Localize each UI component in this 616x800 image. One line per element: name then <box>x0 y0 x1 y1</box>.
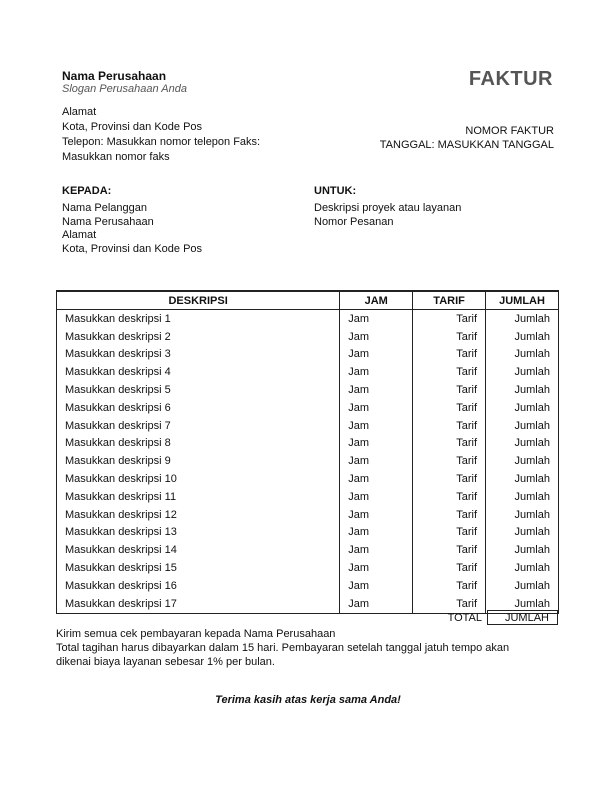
bill-to-details <box>62 202 202 256</box>
row-amount: Jumlah <box>486 435 559 453</box>
row-hours: Jam <box>340 488 413 506</box>
row-hours: Jam <box>340 559 413 577</box>
table-row <box>57 577 559 595</box>
table-row <box>57 595 559 613</box>
row-description: Masukkan deskripsi 14 <box>57 541 340 559</box>
row-rate: Tarif <box>413 435 486 453</box>
for-label: UNTUK: <box>314 185 357 197</box>
row-description: Masukkan deskripsi 17 <box>57 595 340 613</box>
notes-line: dikenai biaya layanan sebesar 1% per bulan. <box>56 656 275 668</box>
row-hours: Jam <box>340 346 413 364</box>
row-description: Masukkan deskripsi 2 <box>57 328 340 346</box>
row-rate: Tarif <box>413 452 486 470</box>
row-description: Masukkan deskripsi 4 <box>57 363 340 381</box>
row-rate: Tarif <box>413 524 486 542</box>
bill-to-line: Nama Perusahaan <box>62 215 154 228</box>
column-header-amount: JUMLAH <box>486 291 559 310</box>
row-hours: Jam <box>340 541 413 559</box>
row-description: Masukkan deskripsi 6 <box>57 399 340 417</box>
table-row <box>57 470 559 488</box>
address-line: Masukkan nomor faks <box>62 151 170 163</box>
row-rate: Tarif <box>413 488 486 506</box>
bill-to-line: Nama Pelanggan <box>62 202 148 214</box>
payment-notes <box>56 627 556 669</box>
for-line: Deskripsi proyek atau layanan <box>314 202 462 214</box>
row-hours: Jam <box>340 381 413 399</box>
table-row <box>57 417 559 435</box>
table-row <box>57 399 559 417</box>
table-row <box>57 346 559 364</box>
row-hours: Jam <box>340 524 413 542</box>
for-line: Nomor Pesanan <box>314 215 394 228</box>
row-description: Masukkan deskripsi 9 <box>57 452 340 470</box>
table-row <box>57 363 559 381</box>
row-amount: Jumlah <box>486 399 559 417</box>
row-hours: Jam <box>340 595 413 613</box>
row-hours: Jam <box>340 470 413 488</box>
company-slogan: Slogan Perusahaan Anda <box>62 83 187 95</box>
row-hours: Jam <box>340 577 413 595</box>
bill-to-label: KEPADA: <box>62 185 112 197</box>
table-row <box>57 381 559 399</box>
row-amount: Jumlah <box>486 310 559 328</box>
row-rate: Tarif <box>413 363 486 381</box>
row-rate: Tarif <box>413 595 486 613</box>
row-description: Masukkan deskripsi 13 <box>57 524 340 542</box>
invoice-items-table <box>56 290 559 614</box>
document-title: FAKTUR <box>468 68 553 90</box>
address-line: Alamat <box>62 106 97 118</box>
row-hours: Jam <box>340 363 413 381</box>
thank-you-message: Terima kasih atas kerja sama Anda! <box>215 694 401 706</box>
row-amount: Jumlah <box>486 559 559 577</box>
row-rate: Tarif <box>413 577 486 595</box>
company-name: Nama Perusahaan <box>62 69 167 83</box>
row-description: Masukkan deskripsi 8 <box>57 435 340 453</box>
row-amount: Jumlah <box>486 363 559 381</box>
row-amount: Jumlah <box>486 506 559 524</box>
bill-to-line: Kota, Provinsi dan Kode Pos <box>62 242 203 255</box>
row-description: Masukkan deskripsi 7 <box>57 417 340 435</box>
row-hours: Jam <box>340 435 413 453</box>
table-row <box>57 506 559 524</box>
row-hours: Jam <box>340 452 413 470</box>
row-rate: Tarif <box>413 381 486 399</box>
row-rate: Tarif <box>413 310 486 328</box>
row-rate: Tarif <box>413 470 486 488</box>
row-amount: Jumlah <box>486 417 559 435</box>
table-header-row <box>57 291 559 310</box>
table-row <box>57 310 559 328</box>
row-description: Masukkan deskripsi 3 <box>57 346 340 364</box>
row-rate: Tarif <box>413 541 486 559</box>
row-rate: Tarif <box>413 346 486 364</box>
total-label: TOTAL <box>447 612 482 624</box>
row-description: Masukkan deskripsi 11 <box>57 488 340 506</box>
company-address <box>62 105 260 165</box>
row-description: Masukkan deskripsi 16 <box>57 577 340 595</box>
invoice-number-label: NOMOR FAKTUR <box>465 125 554 137</box>
row-rate: Tarif <box>413 399 486 417</box>
row-rate: Tarif <box>413 328 486 346</box>
row-hours: Jam <box>340 506 413 524</box>
table-row <box>57 488 559 506</box>
invoice-meta <box>380 124 554 152</box>
row-amount: Jumlah <box>486 541 559 559</box>
table-row <box>57 435 559 453</box>
address-line: Telepon: Masukkan nomor telepon Faks: <box>62 136 261 148</box>
row-description: Masukkan deskripsi 10 <box>57 470 340 488</box>
table-row <box>57 328 559 346</box>
row-rate: Tarif <box>413 417 486 435</box>
table-row <box>57 524 559 542</box>
bill-to-line: Alamat <box>62 229 97 241</box>
row-description: Masukkan deskripsi 15 <box>57 559 340 577</box>
row-rate: Tarif <box>413 506 486 524</box>
column-header-description: DESKRIPSI <box>57 291 340 310</box>
row-description: Masukkan deskripsi 1 <box>57 310 340 328</box>
row-hours: Jam <box>340 417 413 435</box>
notes-line: Total tagihan harus dibayarkan dalam 15 hari. Pembayaran setelah tanggal jatuh tempo akan <box>56 642 510 654</box>
row-amount: Jumlah <box>486 346 559 364</box>
column-header-rate: TARIF <box>413 291 486 310</box>
column-header-hours: JAM <box>340 291 413 310</box>
row-amount: Jumlah <box>486 452 559 470</box>
row-hours: Jam <box>340 328 413 346</box>
row-rate: Tarif <box>413 559 486 577</box>
for-details <box>314 202 461 229</box>
row-amount: Jumlah <box>486 577 559 595</box>
invoice-date-label: TANGGAL: MASUKKAN TANGGAL <box>379 139 554 151</box>
address-line: Kota, Provinsi dan Kode Pos <box>62 121 203 133</box>
table-row <box>57 452 559 470</box>
total-value: JUMLAH <box>487 610 558 625</box>
table-row <box>57 559 559 577</box>
notes-line: Kirim semua cek pembayaran kepada Nama Perusahaan <box>56 628 336 640</box>
row-description: Masukkan deskripsi 12 <box>57 506 340 524</box>
row-amount: Jumlah <box>486 595 559 613</box>
row-amount: Jumlah <box>486 470 559 488</box>
row-amount: Jumlah <box>486 381 559 399</box>
row-hours: Jam <box>340 399 413 417</box>
row-description: Masukkan deskripsi 5 <box>57 381 340 399</box>
row-hours: Jam <box>340 310 413 328</box>
row-amount: Jumlah <box>486 524 559 542</box>
row-amount: Jumlah <box>486 328 559 346</box>
row-amount: Jumlah <box>486 488 559 506</box>
table-row <box>57 541 559 559</box>
